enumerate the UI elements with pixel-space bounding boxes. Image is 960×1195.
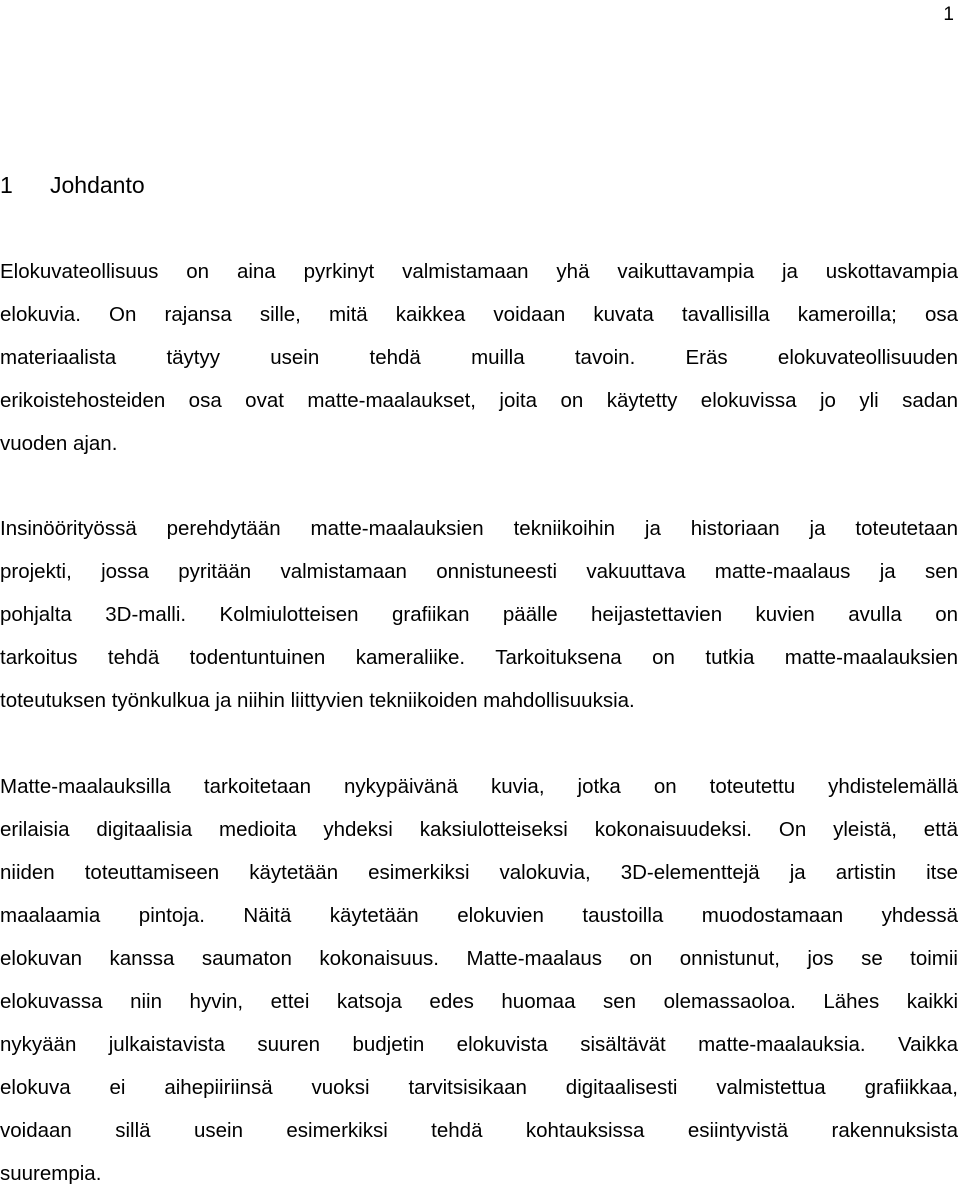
- paragraph-line: pohjalta 3D-malli. Kolmiulotteisen grafiikan päälle heijastettavien kuvien avulla on: [0, 603, 958, 626]
- paragraph-line: erikoistehosteiden osa ovat matte-maalaukset, joita on käytetty elokuvissa jo yli sadan: [0, 389, 958, 412]
- paragraph-1: [0, 250, 958, 465]
- paragraph-line: Insinöörityössä perehdytään matte-maalauksien tekniikoihin ja historiaan ja toteutetaan: [0, 517, 958, 540]
- section-heading: [0, 170, 145, 200]
- paragraph-line: elokuvan kanssa saumaton kokonaisuus. Matte-maalaus on onnistunut, jos se toimii: [0, 947, 958, 970]
- paragraph-line: tarkoitus tehdä todentuntuinen kameraliike. Tarkoituksena on tutkia matte-maalauksien: [0, 646, 958, 669]
- paragraph-line: projekti, jossa pyritään valmistamaan onnistuneesti vakuuttava matte-maalaus ja sen: [0, 560, 958, 583]
- paragraph-line: vuoden ajan.: [0, 432, 118, 455]
- paragraph-line: elokuvassa niin hyvin, ettei katsoja edes huomaa sen olemassaoloa. Lähes kaikki: [0, 990, 958, 1013]
- paragraph-line: voidaan sillä usein esimerkiksi tehdä kohtauksissa esiintyvistä rakennuksista: [0, 1119, 958, 1142]
- paragraph-line: erilaisia digitaalisia medioita yhdeksi kaksiulotteiseksi kokonaisuudeksi. On yleistä, että: [0, 818, 958, 841]
- paragraph-line: Elokuvateollisuus on aina pyrkinyt valmistamaan yhä vaikuttavampia ja uskottavampia: [0, 260, 958, 283]
- paragraph-line: materiaalista täytyy usein tehdä muilla tavoin. Eräs elokuvateollisuuden: [0, 346, 958, 369]
- paragraph-line: Matte-maalauksilla tarkoitetaan nykypäivänä kuvia, jotka on toteutettu yhdistelemällä: [0, 775, 958, 798]
- paragraph-3: [0, 765, 958, 1195]
- section-title: Johdanto: [50, 172, 145, 198]
- paragraph-line: nykyään julkaistavista suuren budjetin elokuvista sisältävät matte-maalauksia. Vaikka: [0, 1033, 958, 1056]
- paragraph-2: [0, 507, 958, 722]
- paragraph-line: suurempia.: [0, 1162, 102, 1185]
- paragraph-line: toteutuksen työnkulkua ja niihin liittyvien tekniikoiden mahdollisuuksia.: [0, 689, 635, 712]
- section-number: 1: [0, 172, 13, 198]
- paragraph-line: niiden toteuttamiseen käytetään esimerkiksi valokuvia, 3D-elementtejä ja artistin itse: [0, 861, 958, 884]
- paragraph-line: elokuva ei aihepiiriinsä vuoksi tarvitsisikaan digitaalisesti valmistettua grafiikkaa,: [0, 1076, 958, 1099]
- paragraph-line: maalaamia pintoja. Näitä käytetään elokuvien taustoilla muodostamaan yhdessä: [0, 904, 958, 927]
- paragraph-line: elokuvia. On rajansa sille, mitä kaikkea voidaan kuvata tavallisilla kameroilla; osa: [0, 303, 958, 326]
- page-number: 1: [943, 4, 954, 25]
